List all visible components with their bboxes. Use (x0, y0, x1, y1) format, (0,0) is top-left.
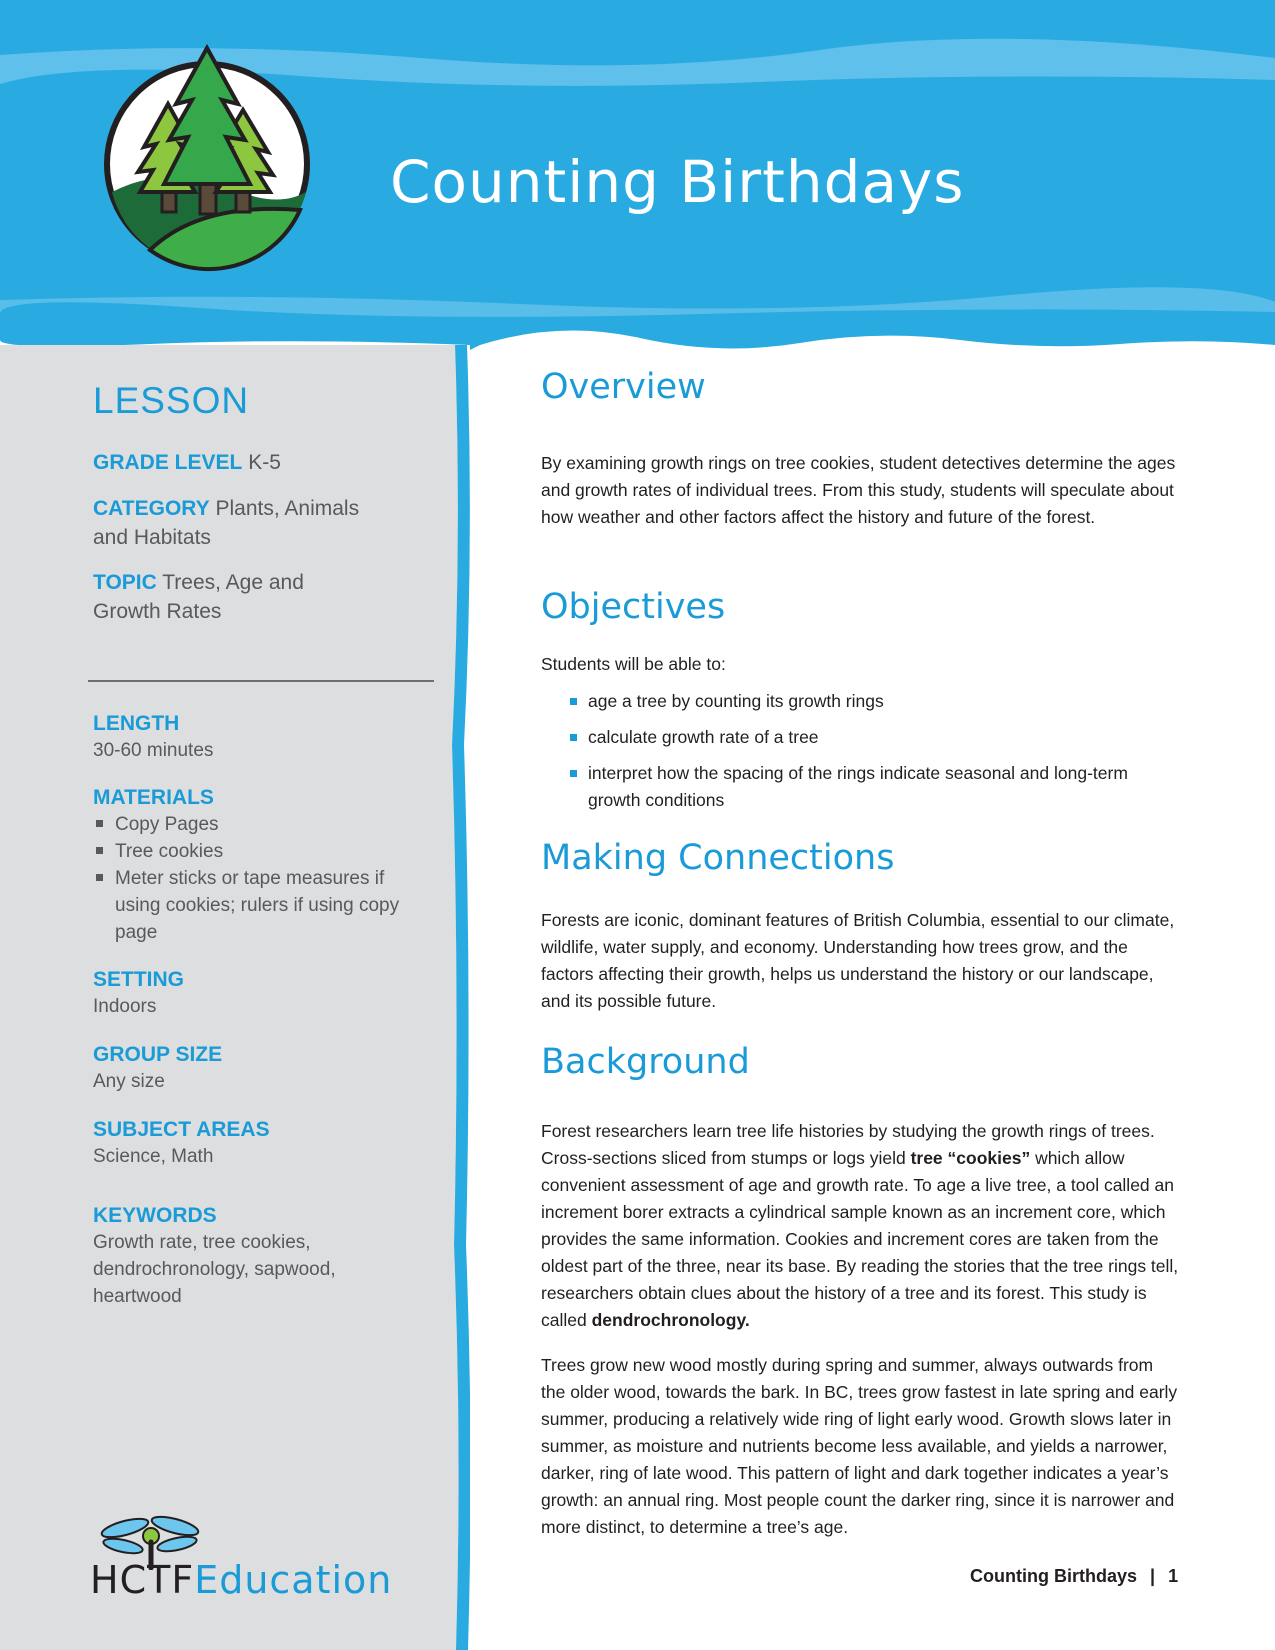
length-field (93, 710, 433, 764)
forest-trees-icon (100, 42, 315, 272)
list-item: age a tree by counting its growth rings (570, 688, 1180, 715)
list-item: Tree cookies (93, 838, 433, 865)
bullet-icon (570, 734, 577, 741)
sidebar-divider (88, 680, 434, 682)
category-value-line2: and Habitats (93, 526, 211, 549)
bullet-icon (570, 770, 577, 777)
grade-level-value: K-5 (248, 451, 281, 474)
category (93, 494, 433, 552)
header-banner (0, 0, 1275, 360)
bullet-icon (96, 820, 103, 827)
hctf-product: Education (194, 1558, 393, 1602)
setting-key: SETTING (93, 968, 185, 991)
topic-key: TOPIC (93, 571, 157, 594)
length-key: LENGTH (93, 712, 180, 735)
list-item: calculate growth rate of a tree (570, 724, 1180, 751)
topic (93, 568, 433, 626)
objectives-intro: Students will be able to: (541, 654, 726, 674)
subject-areas-field (93, 1116, 433, 1170)
category-value-line1: Plants, Animals (209, 497, 360, 520)
grade-level (93, 448, 433, 477)
bullet-icon (570, 698, 577, 705)
materials-field (93, 784, 433, 946)
grade-level-key: GRADE LEVEL (93, 451, 243, 474)
group-size-value: Any size (93, 1071, 165, 1092)
footer-title: Counting Birthdays (970, 1566, 1137, 1586)
page-number: 1 (1168, 1566, 1179, 1586)
footer-separator: | (1150, 1566, 1156, 1586)
bullet-icon (96, 874, 103, 881)
making-connections-heading: Making Connections (541, 838, 895, 878)
lesson-heading: LESSON (93, 380, 250, 421)
group-size-field (93, 1041, 433, 1095)
category-key: CATEGORY (93, 497, 210, 520)
topic-value-line1: Trees, Age and (156, 571, 304, 594)
setting-field (93, 966, 433, 1020)
list-item: interpret how the spacing of the rings indicate seasonal and long-term growth conditions (570, 760, 1180, 814)
keywords-key: KEYWORDS (93, 1204, 217, 1227)
background-heading: Background (541, 1042, 750, 1082)
overview-text: By examining growth rings on tree cookies, student detectives determine the ages and growth rates of individual trees. From this study, students will speculate about how weather and other factors affect the history and future of the forest. (541, 453, 1176, 527)
objectives-list (570, 688, 1180, 823)
materials-list (93, 811, 433, 946)
background-paragraph-2: Trees grow new wood mostly during spring and summer, always outwards from the older wood, towards the bark. In BC, trees grow fastest in late spring and early summer, producing a relatively wide ring of light early wood. Growth slows later in summer, as moisture and nutrients become less available, and yields a narrower, darker, ring of late wood. This pattern of light and dark together indicates a year’s growth: an annual ring. Most people count the darker ring, since it is narrower and more distinct, to determine a tree’s age. (541, 1355, 1178, 1537)
keywords-field (93, 1202, 393, 1310)
group-size-key: GROUP SIZE (93, 1043, 223, 1066)
document-title: Counting Birthdays (390, 148, 965, 216)
length-value: 30-60 minutes (93, 740, 214, 761)
bullet-icon (96, 847, 103, 854)
setting-value: Indoors (93, 996, 157, 1017)
overview-heading: Overview (541, 367, 706, 407)
subject-areas-key: SUBJECT AREAS (93, 1118, 270, 1141)
hctf-brand: HCTF (90, 1558, 195, 1602)
list-item: Copy Pages (93, 811, 433, 838)
making-connections-text: Forests are iconic, dominant features of British Columbia, essential to our climate, wildlife, water supply, and economy. Understanding how trees grow, and the factors affecting their growth, helps us understand the history or our landscape, and its possible future. (541, 910, 1175, 1011)
hctf-wordmark (90, 1558, 392, 1602)
subject-areas-value: Science, Math (93, 1146, 214, 1167)
term-tree-cookies: tree “cookies” (910, 1148, 1031, 1168)
list-item: Meter sticks or tape measures if using cookies; rulers if using copy page (93, 865, 433, 946)
keywords-value: Growth rate, tree cookies, dendrochronology, sapwood, heartwood (93, 1232, 336, 1307)
topic-value-line2: Growth Rates (93, 600, 222, 623)
hctf-education-logo (90, 1510, 393, 1605)
term-dendrochronology: dendrochronology. (591, 1310, 750, 1330)
page-footer (970, 1566, 1178, 1587)
objectives-heading: Objectives (541, 587, 726, 627)
background-paragraph-1: Forest researchers learn tree life histories by studying the growth rings of trees. Cross-sections sliced from stumps or logs yield tree “cookies” which allow convenient assessment of age and growth rate. To age a live tree, a tool called an increment borer extracts a cylindrical sample known as an increment core, which provides the same information. Cookies and increment cores are taken from the oldest part of the three, near its base. By reading the stories that the tree rings tell, researchers obtain clues about the history of a tree and its forest. This study is called dendrochronology. (541, 1121, 1179, 1330)
materials-key: MATERIALS (93, 786, 214, 809)
